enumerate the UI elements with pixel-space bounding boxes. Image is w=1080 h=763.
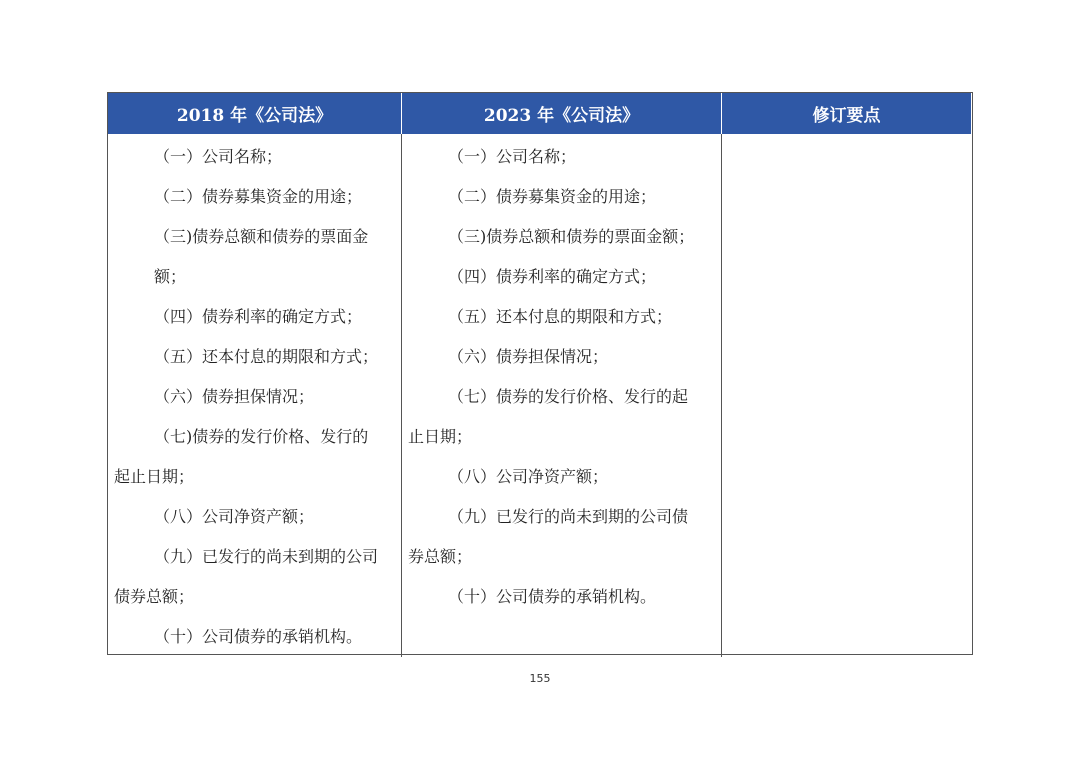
clause-line: （七)债券的发行价格、发行的	[154, 427, 369, 446]
clause-line: （五）还本付息的期限和方式；	[448, 307, 673, 326]
clause-line: （五）还本付息的期限和方式；	[154, 347, 379, 366]
clause-line: （四）债券利率的确定方式；	[448, 267, 657, 286]
clause-line: （六）债券担保情况；	[448, 347, 609, 366]
clause-line: 债券总额；	[114, 587, 195, 606]
clause-line: （十）公司债券的承销机构。	[154, 627, 363, 646]
header-2023-law: 2023 年《公司法》	[402, 93, 722, 134]
clause-line: （三)债券总额和债券的票面金额；	[448, 227, 695, 246]
header-revision-points: 修订要点	[722, 93, 972, 134]
clause-line: 起止日期；	[114, 467, 195, 486]
clause-line: （九）已发行的尚未到期的公司	[154, 547, 379, 566]
clause-line: （三)债券总额和债券的票面金	[154, 227, 369, 246]
clause-line: 额；	[154, 267, 187, 286]
column-2023-content	[402, 134, 722, 657]
clause-line: 止日期；	[408, 427, 473, 446]
header-2018-law: 2018 年《公司法》	[108, 93, 402, 134]
clause-line: 券总额；	[408, 547, 473, 566]
clause-line: （一）公司名称；	[448, 147, 577, 166]
clause-line: （六）债券担保情况；	[154, 387, 315, 406]
clause-line: （一）公司名称；	[154, 147, 283, 166]
clause-line: （四）债券利率的确定方式；	[154, 307, 363, 326]
comparison-table	[107, 92, 973, 655]
clause-line: （二）债券募集资金的用途；	[154, 187, 363, 206]
column-2018-content	[108, 134, 402, 657]
clause-line: （二）债券募集资金的用途；	[448, 187, 657, 206]
clause-line: （八）公司净资产额；	[448, 467, 609, 486]
column-revision-notes	[722, 134, 972, 657]
clause-line: （十）公司债券的承销机构。	[448, 587, 657, 606]
page-number: 155	[529, 672, 551, 685]
clause-line: （九）已发行的尚未到期的公司债	[448, 507, 689, 526]
clause-line: （八）公司净资产额；	[154, 507, 315, 526]
clause-line: （七）债券的发行价格、发行的起	[448, 387, 689, 406]
